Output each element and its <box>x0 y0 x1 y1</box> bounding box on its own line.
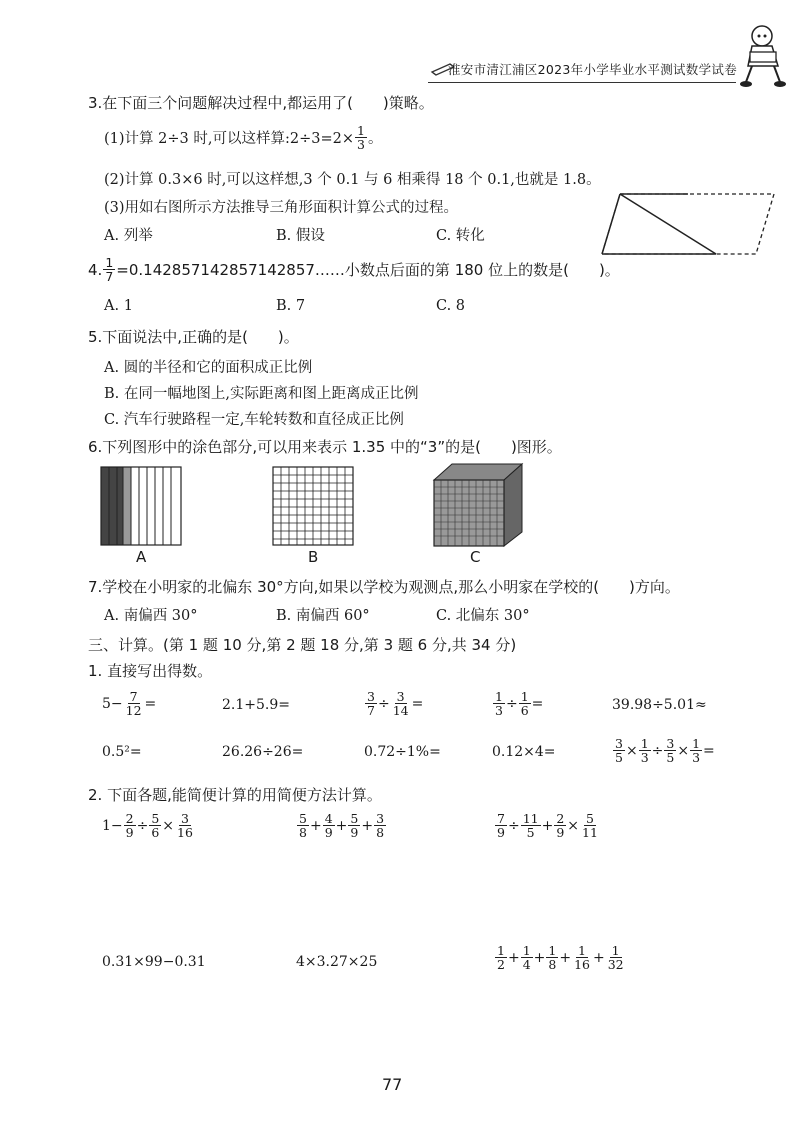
header-title: 淮安市清江浦区2023年小学毕业水平测试数学试卷 <box>448 62 738 77</box>
q3-sub2: (2)计算 0.3×6 时,可以这样想,3 个 0.1 与 6 相乘得 18 个 0.1,也就是 1.8。 <box>104 172 601 188</box>
fraction <box>606 944 626 971</box>
reading-boy-icon <box>738 22 788 90</box>
operator: ÷ <box>136 817 149 834</box>
denominator: 5 <box>666 750 675 766</box>
calc-r2c4: 0.12×4= <box>492 744 556 760</box>
denominator: 7 <box>367 703 375 719</box>
fraction <box>149 812 161 839</box>
numerator: 7 <box>129 689 138 704</box>
q3-option-c: C. 转化 <box>436 228 485 244</box>
q4-option-c: C. 8 <box>436 298 466 314</box>
fraction <box>554 812 566 839</box>
fraction <box>365 690 377 717</box>
expr-4: 0.31×99−0.31 <box>102 954 206 970</box>
q4-fraction <box>103 256 115 283</box>
numerator: 1 <box>356 123 365 138</box>
fraction <box>323 812 335 839</box>
fraction <box>391 690 411 717</box>
fraction <box>493 690 505 717</box>
header-rule <box>428 82 736 83</box>
parallelogram-figure <box>598 192 776 258</box>
expr-2 <box>296 812 387 839</box>
denominator: 5 <box>615 750 623 766</box>
q4-option-b: B. 7 <box>276 298 306 314</box>
fraction <box>613 737 625 764</box>
denominator: 9 <box>556 825 565 841</box>
numerator: 3 <box>615 736 623 751</box>
calc-r2c2: 26.26÷26= <box>222 744 304 760</box>
denominator: 12 <box>125 703 142 719</box>
operator: + <box>361 817 374 834</box>
q3-sub1-text: (1)计算 2÷3 时,可以这样算:2÷3=2× <box>104 131 354 148</box>
fraction <box>690 737 702 764</box>
q3-sub1-fraction <box>355 124 367 151</box>
denominator: 5 <box>526 825 535 841</box>
denominator: 3 <box>640 750 649 766</box>
fraction <box>580 812 600 839</box>
q3-option-a: A. 列举 <box>104 228 153 244</box>
fraction <box>521 812 541 839</box>
q7-option-b: B. 南偏西 60° <box>276 608 370 624</box>
fraction <box>639 737 651 764</box>
numerator: 1 <box>522 943 531 958</box>
numerator: 1 <box>497 943 505 958</box>
denominator: 32 <box>607 957 624 973</box>
figure-a-bars <box>100 466 182 546</box>
denominator: 9 <box>350 825 359 841</box>
numerator: 3 <box>376 811 385 826</box>
expr-3 <box>494 812 601 839</box>
numerator: 1 <box>611 943 620 958</box>
figure-label-a: A <box>136 548 147 566</box>
denominator: 6 <box>151 825 160 841</box>
operator: × <box>625 742 638 759</box>
figure-b-grid <box>272 466 354 546</box>
operator: × <box>567 817 580 834</box>
operator: + <box>541 817 554 834</box>
q4-text: =0.142857142857142857……小数点后面的第 180 位上的数是( )。 <box>116 261 620 280</box>
calc-r1c2: 2.1+5.9= <box>222 697 290 713</box>
denominator: 16 <box>574 957 590 973</box>
numerator: 11 <box>522 811 539 826</box>
part-1-title: 1. 直接写出得数。 <box>88 662 213 680</box>
fraction <box>374 812 386 839</box>
denominator: 7 <box>105 269 114 285</box>
numerator: 1 <box>640 736 649 751</box>
numerator: 1 <box>520 689 529 704</box>
numerator: 5 <box>151 811 160 826</box>
denominator: 3 <box>692 750 701 766</box>
numerator: 1 <box>105 255 114 270</box>
numerator: 5 <box>350 811 359 826</box>
section-3-title: 三、计算。(第 1 题 10 分,第 2 题 18 分,第 3 题 6 分,共 34 分) <box>88 636 517 654</box>
part-2-title: 2. 下面各题,能简便计算的用简便方法计算。 <box>88 786 382 804</box>
expr-5: 4×3.27×25 <box>296 954 378 970</box>
denominator: 9 <box>497 825 505 841</box>
q3-option-b: B. 假设 <box>276 228 325 244</box>
calc-r1c3 <box>364 690 423 717</box>
numerator: 2 <box>556 811 565 826</box>
figure-c-cube <box>432 462 524 548</box>
numerator: 1 <box>578 943 586 958</box>
operator: × <box>677 742 690 759</box>
numerator: 3 <box>396 689 405 704</box>
operator: × <box>162 817 175 834</box>
q7-option-a: A. 南偏西 30° <box>104 608 198 624</box>
figure-label-c: C <box>470 548 481 566</box>
figure-label-b: B <box>308 548 319 566</box>
fraction <box>175 812 195 839</box>
denominator: 8 <box>299 825 307 841</box>
fraction <box>664 737 676 764</box>
text: = <box>703 742 715 759</box>
numerator: 3 <box>666 736 675 751</box>
denominator: 8 <box>548 957 557 973</box>
fraction <box>495 944 507 971</box>
operator: ÷ <box>377 695 390 712</box>
fraction <box>521 944 533 971</box>
calc-r1c5: 39.98÷5.01≈ <box>612 697 707 713</box>
q5-option-a: A. 圆的半径和它的面积成正比例 <box>104 360 313 376</box>
operator: + <box>335 817 348 834</box>
expr-1 <box>102 812 196 839</box>
q3-sub1-end: 。 <box>367 131 383 148</box>
denominator: 8 <box>376 825 385 841</box>
numerator: 3 <box>367 689 375 704</box>
numerator: 1 <box>548 943 557 958</box>
denominator: 4 <box>522 957 531 973</box>
denominator: 11 <box>582 825 598 841</box>
q4-number: 4. <box>88 260 103 279</box>
q5-option-c: C. 汽车行驶路程一定,车轮转数和直径成正比例 <box>104 412 404 428</box>
q3-sub1 <box>104 124 382 151</box>
operator: + <box>559 949 572 966</box>
text: = <box>411 695 424 712</box>
calc-r2c5 <box>612 737 715 764</box>
q6-stem: 6.下列图形中的涂色部分,可以用来表示 1.35 中的“3”的是( )图形。 <box>88 438 562 456</box>
numerator: 3 <box>180 811 189 826</box>
fraction <box>519 690 531 717</box>
denominator: 2 <box>497 957 505 973</box>
q5-option-b: B. 在同一幅地图上,实际距离和图上距离成正比例 <box>104 386 419 402</box>
denominator: 3 <box>356 137 365 153</box>
operator: + <box>592 949 605 966</box>
numerator: 1 <box>692 736 701 751</box>
fraction <box>297 812 309 839</box>
fraction <box>348 812 360 839</box>
fraction <box>124 812 136 839</box>
q4-option-a: A. 1 <box>104 298 133 314</box>
text: = <box>531 695 544 712</box>
text: = <box>144 695 157 712</box>
numerator: 5 <box>299 811 307 826</box>
fraction <box>495 812 507 839</box>
denominator: 6 <box>520 703 529 719</box>
calc-r1c4 <box>492 690 543 717</box>
numerator: 5 <box>585 811 594 826</box>
operator: + <box>507 949 520 966</box>
fraction <box>124 690 144 717</box>
page-number: 77 <box>382 1075 403 1094</box>
numerator: 7 <box>497 811 505 826</box>
q7-option-c: C. 北偏东 30° <box>436 608 530 624</box>
operator: ÷ <box>651 742 664 759</box>
text: 5− <box>102 695 123 712</box>
fraction <box>572 944 592 971</box>
numerator: 4 <box>324 811 333 826</box>
text: 1− <box>102 817 123 834</box>
denominator: 9 <box>125 825 134 841</box>
calc-r2c3: 0.72÷1%= <box>364 744 441 760</box>
operator: + <box>533 949 546 966</box>
numerator: 1 <box>495 689 503 704</box>
fraction <box>546 944 558 971</box>
operator: ÷ <box>507 817 520 834</box>
q4-stem <box>88 256 620 283</box>
expr-6 <box>494 944 627 971</box>
denominator: 14 <box>392 703 409 719</box>
q3-stem: 3.在下面三个问题解决过程中,都运用了( )策略。 <box>88 94 434 112</box>
q7-stem: 7.学校在小明家的北偏东 30°方向,如果以学校为观测点,那么小明家在学校的( )方向。 <box>88 578 680 596</box>
denominator: 3 <box>495 703 503 719</box>
denominator: 9 <box>324 825 333 841</box>
operator: + <box>309 817 322 834</box>
denominator: 16 <box>177 825 193 841</box>
q5-stem: 5.下面说法中,正确的是( )。 <box>88 328 299 346</box>
calc-r2c1: 0.5²= <box>102 744 142 760</box>
numerator: 2 <box>125 811 134 826</box>
operator: ÷ <box>505 695 518 712</box>
calc-r1c1 <box>102 690 156 717</box>
q3-sub3: (3)用如右图所示方法推导三角形面积计算公式的过程。 <box>104 200 459 216</box>
